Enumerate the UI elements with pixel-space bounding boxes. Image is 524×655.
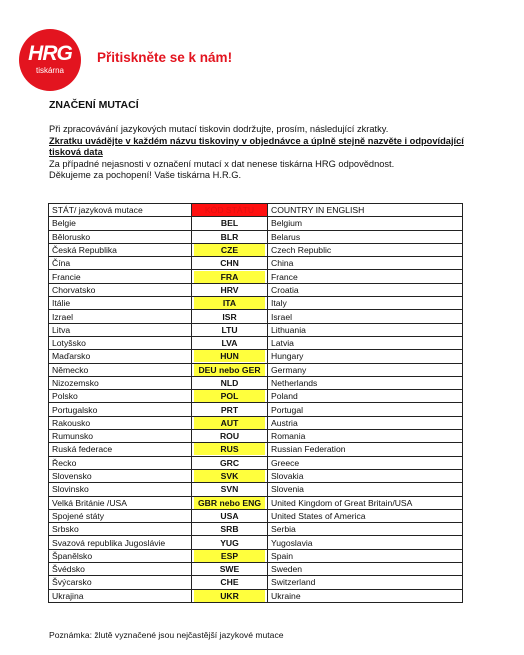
english-cell: Switzerland [268, 576, 463, 589]
country-code: HUN [194, 350, 265, 362]
header-code: KÓD STÁTU [192, 204, 268, 217]
english-cell: China [268, 257, 463, 270]
table-row [49, 430, 463, 443]
state-cell: Ruská federace [49, 443, 192, 456]
intro-text [49, 124, 474, 182]
english-cell: Slovakia [268, 469, 463, 482]
english-cell: Greece [268, 456, 463, 469]
code-cell [192, 536, 268, 549]
code-cell [192, 243, 268, 256]
logo-text: HRG [28, 42, 72, 65]
table-row [49, 270, 463, 283]
table-row [49, 509, 463, 522]
state-cell: Portugalsko [49, 403, 192, 416]
state-cell: Itálie [49, 297, 192, 310]
table-row [49, 469, 463, 482]
code-cell [192, 350, 268, 363]
state-cell: Bělorusko [49, 230, 192, 243]
table-row [49, 589, 463, 602]
country-code: HRV [220, 284, 239, 295]
intro-line-1: Při zpracovávání jazykových mutací tiskovin dodržujte, prosím, následující zkratky. [49, 124, 389, 134]
code-cell [192, 509, 268, 522]
intro-line-3: Za případné nejasnosti v označení mutací x dat nenese tiskárna HRG odpovědnost. [49, 158, 395, 169]
state-cell: Švédsko [49, 563, 192, 576]
country-code: SVK [194, 470, 265, 482]
state-cell: Litva [49, 323, 192, 336]
table-row [49, 230, 463, 243]
state-cell: Nizozemsko [49, 376, 192, 389]
english-cell: Portugal [268, 403, 463, 416]
english-cell: United States of America [268, 509, 463, 522]
country-code: PRT [220, 404, 239, 415]
code-cell [192, 563, 268, 576]
state-cell: Ukrajina [49, 589, 192, 602]
code-cell [192, 589, 268, 602]
country-code: FRA [194, 271, 265, 283]
state-cell: Polsko [49, 390, 192, 403]
english-cell: Germany [268, 363, 463, 376]
country-code: GBR nebo ENG [194, 497, 265, 509]
english-cell: Austria [268, 416, 463, 429]
code-cell [192, 257, 268, 270]
code-cell [192, 416, 268, 429]
country-code: NLD [220, 378, 239, 388]
table-row [49, 416, 463, 429]
footnote: Poznámka: žlutě vyznačené jsou nejčastější jazykové mutace [49, 630, 284, 640]
code-cell [192, 390, 268, 403]
table-row [49, 257, 463, 270]
code-cell [192, 576, 268, 589]
table-header-row [49, 204, 463, 217]
code-cell [192, 217, 268, 230]
english-cell: Poland [268, 390, 463, 403]
country-code: LVA [221, 338, 238, 349]
table-row [49, 283, 463, 296]
code-cell [192, 403, 268, 416]
english-cell: Croatia [268, 283, 463, 296]
code-cell [192, 469, 268, 482]
english-cell: Belarus [268, 230, 463, 243]
english-cell: Sweden [268, 563, 463, 576]
english-cell: Spain [268, 549, 463, 562]
country-code: CZE [194, 244, 265, 256]
code-cell [192, 297, 268, 310]
english-cell: Czech Republic [268, 243, 463, 256]
code-cell [192, 376, 268, 389]
code-cell [192, 323, 268, 336]
english-cell: Ukraine [268, 589, 463, 602]
code-cell [192, 230, 268, 243]
table-row [49, 350, 463, 363]
state-cell: Rumunsko [49, 430, 192, 443]
country-code: BEL [220, 218, 239, 229]
english-cell: Romania [268, 430, 463, 443]
country-code: POL [194, 390, 265, 402]
state-cell: Švýcarsko [49, 576, 192, 589]
english-cell: Netherlands [268, 376, 463, 389]
table-row [49, 456, 463, 469]
logo-subtext: tiskárna [35, 66, 64, 75]
table-row [49, 576, 463, 589]
page-title: ZNAČENÍ MUTACÍ [49, 99, 139, 111]
code-cell [192, 483, 268, 496]
country-code: YUG [220, 537, 239, 548]
english-cell: Belgium [268, 217, 463, 230]
state-cell: Svazová republika Jugoslávie [49, 536, 192, 549]
table-row [49, 310, 463, 323]
state-cell: Belgie [49, 217, 192, 230]
table-row [49, 390, 463, 403]
english-cell: Lithuania [268, 323, 463, 336]
english-cell: Slovenia [268, 483, 463, 496]
country-code: AUT [194, 417, 265, 429]
english-cell: Israel [268, 310, 463, 323]
country-code: ISR [222, 311, 237, 322]
country-code: GRC [219, 457, 240, 468]
english-cell: Russian Federation [268, 443, 463, 456]
state-cell: Slovensko [49, 469, 192, 482]
table-row [49, 323, 463, 336]
code-cell [192, 523, 268, 536]
slogan: Přitiskněte se k nám! [97, 50, 233, 65]
table-row [49, 496, 463, 509]
hrg-logo [19, 29, 81, 91]
country-code: UKR [194, 590, 265, 602]
code-cell [192, 443, 268, 456]
table-row [49, 483, 463, 496]
table-row [49, 443, 463, 456]
table-row [49, 563, 463, 576]
english-cell: France [268, 270, 463, 283]
state-cell: Spojené státy [49, 509, 192, 522]
state-cell: Německo [49, 363, 192, 376]
intro-line-4: Děkujeme za pochopení! Vaše tiskárna H.R.G. [49, 170, 242, 181]
code-cell [192, 496, 268, 509]
state-cell: Španělsko [49, 549, 192, 562]
state-cell: Lotyšsko [49, 336, 192, 349]
country-code: CHE [220, 577, 239, 588]
country-code: RUS [194, 443, 265, 455]
code-cell [192, 310, 268, 323]
table-row [49, 403, 463, 416]
english-cell: Yugoslavia [268, 536, 463, 549]
state-cell: Izrael [49, 310, 192, 323]
table-row [49, 536, 463, 549]
code-cell [192, 363, 268, 376]
state-cell: Velká Británie /USA [49, 496, 192, 509]
table-row [49, 549, 463, 562]
english-cell: United Kingdom of Great Britain/USA [268, 496, 463, 509]
country-code: ESP [194, 550, 265, 562]
table-row [49, 243, 463, 256]
country-code: ROU [219, 431, 240, 442]
table-row [49, 297, 463, 310]
table-row [49, 336, 463, 349]
country-code: SVN [220, 484, 239, 495]
intro-emphasis: Zkratku uvádějte v každém názvu tiskoviny v objednávce a úplně stejně nazvěte i odpovídající tisková data [49, 135, 464, 158]
state-cell: Slovinsko [49, 483, 192, 496]
english-cell: Latvia [268, 336, 463, 349]
state-cell: Francie [49, 270, 192, 283]
state-cell: Česká Republika [49, 243, 192, 256]
country-code: USA [220, 510, 239, 521]
code-cell [192, 456, 268, 469]
state-cell: Maďarsko [49, 350, 192, 363]
table-row [49, 523, 463, 536]
country-code: BLR [220, 231, 239, 242]
code-cell [192, 430, 268, 443]
country-code: DEU nebo GER [194, 364, 265, 376]
state-cell: Čína [49, 257, 192, 270]
header-english: COUNTRY IN ENGLISH [268, 204, 463, 217]
table-row [49, 376, 463, 389]
code-cell [192, 283, 268, 296]
table-row [49, 217, 463, 230]
country-code: SWE [219, 564, 240, 575]
english-cell: Serbia [268, 523, 463, 536]
code-cell [192, 336, 268, 349]
table-row [49, 363, 463, 376]
state-cell: Rakousko [49, 416, 192, 429]
state-cell: Chorvatsko [49, 283, 192, 296]
country-code: CHN [220, 258, 239, 269]
language-code-table [48, 203, 463, 603]
country-code: ITA [194, 297, 265, 309]
country-code: SRB [220, 524, 239, 535]
country-code: LTU [221, 324, 238, 335]
english-cell: Italy [268, 297, 463, 310]
state-cell: Řecko [49, 456, 192, 469]
english-cell: Hungary [268, 350, 463, 363]
header-state: STÁT/ jazyková mutace [49, 204, 192, 217]
state-cell: Srbsko [49, 523, 192, 536]
code-cell [192, 549, 268, 562]
code-cell [192, 270, 268, 283]
